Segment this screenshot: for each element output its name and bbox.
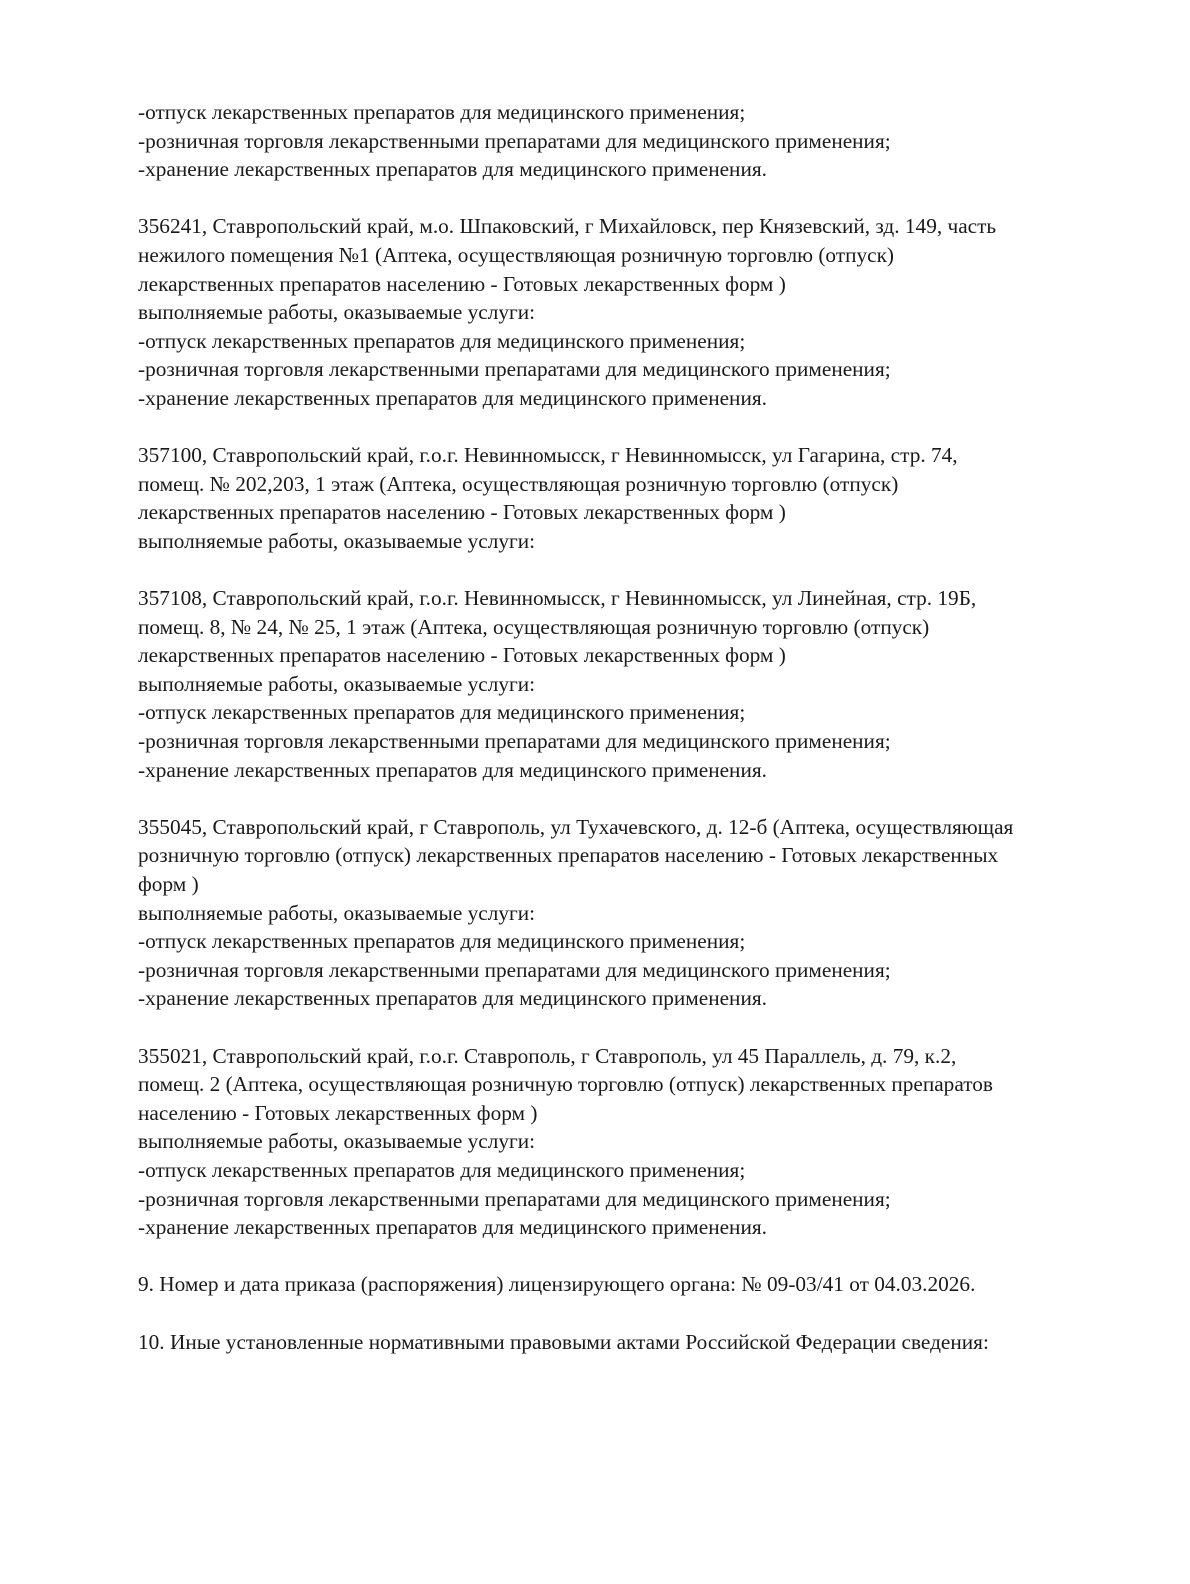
- address-block: [138, 441, 1138, 555]
- address-line: форм ): [138, 872, 199, 897]
- address-line: населению - Готовых лекарственных форм ): [138, 1100, 538, 1125]
- document-body: [138, 98, 1138, 1385]
- service-line: -отпуск лекарственных препаратов для медицинского применения;: [138, 328, 746, 353]
- service-line: -хранение лекарственных препаратов для медицинского применения.: [138, 385, 767, 410]
- address-line: 357108, Ставропольский край, г.о.г. Невинномысск, г Невинномысск, ул Линейная, стр. 19Б,: [138, 586, 977, 611]
- service-line: -хранение лекарственных препаратов для медицинского применения.: [138, 757, 767, 782]
- address-block: [138, 584, 1138, 784]
- address-line: 355021, Ставропольский край, г.о.г. Ставрополь, г Ставрополь, ул 45 Параллель, д. 79, к.2,: [138, 1043, 957, 1068]
- address-line: лекарственных препаратов населению - Готовых лекарственных форм ): [138, 643, 786, 668]
- address-line: помещ. 2 (Аптека, осуществляющая розничную торговлю (отпуск) лекарственных препаратов: [138, 1072, 993, 1097]
- address-line: розничную торговлю (отпуск) лекарственных препаратов населению - Готовых лекарственных: [138, 843, 999, 868]
- address-line: 357100, Ставропольский край, г.о.г. Невинномысск, г Невинномысск, ул Гагарина, стр. 74,: [138, 443, 958, 468]
- address-line: помещ. 8, № 24, № 25, 1 этаж (Аптека, осуществляющая розничную торговлю (отпуск): [138, 614, 930, 639]
- service-line: -хранение лекарственных препаратов для медицинского применения.: [138, 1215, 767, 1240]
- works-label: выполняемые работы, оказываемые услуги:: [138, 900, 536, 925]
- works-label: выполняемые работы, оказываемые услуги:: [138, 528, 536, 553]
- address-block: [138, 212, 1138, 412]
- service-line: -розничная торговля лекарственными препаратами для медицинского применения;: [138, 957, 891, 982]
- address-block: [138, 1042, 1138, 1242]
- service-line: -розничная торговля лекарственными препаратами для медицинского применения;: [138, 128, 891, 153]
- address-line: 356241, Ставропольский край, м.о. Шпаковский, г Михайловск, пер Князевский, зд. 149, часть: [138, 214, 997, 239]
- other-info-text: 10. Иные установленные нормативными правовыми актами Российской Федерации сведения:: [138, 1329, 989, 1354]
- address-line: лекарственных препаратов населению - Готовых лекарственных форм ): [138, 271, 786, 296]
- works-label: выполняемые работы, оказываемые услуги:: [138, 671, 536, 696]
- service-line: -хранение лекарственных препаратов для медицинского применения.: [138, 157, 767, 182]
- address-line: помещ. № 202,203, 1 этаж (Аптека, осуществляющая розничную торговлю (отпуск): [138, 471, 899, 496]
- works-label: выполняемые работы, оказываемые услуги:: [138, 1129, 536, 1154]
- service-line: -хранение лекарственных препаратов для медицинского применения.: [138, 986, 767, 1011]
- other-info-paragraph: [138, 1328, 1138, 1357]
- service-line: -розничная торговля лекарственными препаратами для медицинского применения;: [138, 729, 891, 754]
- order-number-text: 9. Номер и дата приказа (распоряжения) лицензирующего органа: № 09-03/41 от 04.03.2026.: [138, 1272, 976, 1297]
- service-line: -отпуск лекарственных препаратов для медицинского применения;: [138, 929, 746, 954]
- address-line: 355045, Ставропольский край, г Ставрополь, ул Тухачевского, д. 12-б (Аптека, осуществляющая: [138, 814, 1014, 839]
- address-block: [138, 813, 1138, 1013]
- address-line: нежилого помещения №1 (Аптека, осуществляющая розничную торговлю (отпуск): [138, 242, 895, 267]
- works-label: выполняемые работы, оказываемые услуги:: [138, 300, 536, 325]
- top-services-block: [138, 98, 1138, 184]
- service-line: -розничная торговля лекарственными препаратами для медицинского применения;: [138, 357, 891, 382]
- service-line: -отпуск лекарственных препаратов для медицинского применения;: [138, 700, 746, 725]
- service-line: -розничная торговля лекарственными препаратами для медицинского применения;: [138, 1186, 891, 1211]
- service-line: -отпуск лекарственных препаратов для медицинского применения;: [138, 100, 746, 124]
- address-line: лекарственных препаратов населению - Готовых лекарственных форм ): [138, 500, 786, 525]
- order-number-paragraph: [138, 1270, 1138, 1299]
- service-line: -отпуск лекарственных препаратов для медицинского применения;: [138, 1157, 746, 1182]
